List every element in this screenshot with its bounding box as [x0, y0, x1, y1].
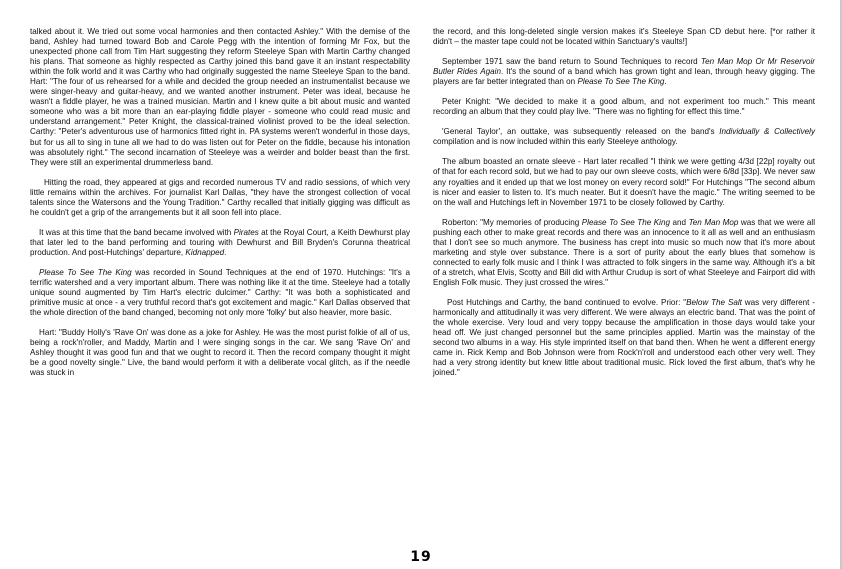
paragraph: [433, 218, 815, 288]
paragraph-text: the record, and this long-deleted single version makes it's Steeleye Span CD debut here. [*or rather it didn't – the master tape could not be located within Sanctuary's vaults!]: [433, 27, 815, 47]
title-italic: Ten Man Mop Or Mr Reservoir Butler Rides Again: [433, 57, 815, 77]
paragraph: [30, 178, 410, 218]
paragraph: [30, 328, 410, 378]
paragraph: [433, 27, 815, 47]
title-italic: Pirates: [233, 227, 259, 237]
paragraph-text: .: [664, 77, 667, 87]
paragraph-text: compilation and is now included within this early Steeleye anthology.: [433, 137, 678, 147]
paragraph-text: Post Hutchings and Carthy, the band continued to evolve. Prior: ": [447, 297, 687, 307]
title-italic: Please To See The King: [39, 267, 132, 277]
paragraph-text: Peter Knight: "We decided to make it a good album, and not experiment too much." This meant recording an album that they could play live. "There was no fighting for effect this time.": [433, 97, 815, 117]
paragraph-text: talked about it. We tried out some vocal harmonies and then contacted Ashley." With the demise of the band, Ashley had turned toward Bob and Carole Pegg with the intention of forming Mr Fox, but the unexpected phone call from Tim Hart suggesting they reform Steeleye Span with Martin Carthy changed his plans. That someone as highly respected as Carthy joined this band gave it an instant respectability within the folk world and it was Carthy who had originally suggested the name Steeleye Span to the band. Hart: "The four of us rehearsed for a while and decided the group needed an instrumentalist because we were singer-heavy and guitar-heavy, and we wanted another instrument. Peter was ideal, because he wasn't a fiddle player, he was a trained musician. Martin and I knew quite a bit about music and wanted someone who was a bit more than an ear-playing fiddle player - someone who could read music and understand arrangement." Peter Knight, the classical-trained violinist proved to be the ideal selection. Carthy: "Peter's adventurous use of harmonics fitted right in. PA systems weren't wonderful in those days, but for us all to sing in tune all we had to do was listen out for Peter on the fiddle, because his intonation was absolutely right." The second incarnation of Steeleye was a weirder and bolder beast than the first. They were still an experimental drummerless band.: [30, 27, 410, 167]
paragraph-text: Hart: "Buddy Holly's 'Rave On' was done as a joke for Ashley. He was the most purist folkie of all of us, being a rock'n'roller, and Maddy, Martin and I were singing songs in the car. We sang 'Rave On' and Ashley thought it was good fun and that we ought to record it. Then the record company thought it might be a good novelty single." Live, the band would perform it with a deliberate vocal glitch, as if the needle was stuck in: [30, 328, 410, 378]
paragraph-text: and: [669, 217, 689, 227]
title-italic: Kidnapped: [185, 247, 225, 257]
paragraph: [433, 57, 815, 87]
paragraph-text: September 1971 saw the band return to Sound Techniques to record: [442, 57, 701, 67]
paragraph: [433, 157, 815, 207]
paragraph-text: It was at this time that the band became involved with: [39, 227, 234, 237]
paragraph: [30, 268, 410, 318]
paragraph-text: The album boasted an ornate sleeve - Hart later recalled "I think we were getting 4/3d [22p] royalty out of that for each record sold, but we had to pay our own sleeve costs, which were 6/8d [33p]. We never saw any royalties and it ended up that we lost money on every record sold!" For Hutchings "The second album is nicer and easier to listen to. It's much neater. But it doesn't have the magic." The writing seemed to be on the wall and Hutchings left in November 1971 to be closely followed by Carthy.: [433, 157, 815, 207]
right-column: [433, 27, 815, 388]
title-italic: Please To See The King: [577, 77, 665, 87]
title-italic: Below The Salt: [686, 297, 742, 307]
paragraph-text: was that we were all pushing each other to make great records and there was an innocence to it all as well and an enthusiasm that I don't see so much anymore. The business has crept into music so much now that it's more about marketing and style over substance. There is a sort of purity about the early blues that somehow is connected to early folk music and I think I was attracted to folk singers in the same way. Although it's a bit of a stretch, what Elvis, Scotty and Bill did with Arthur Crudup is sort of what Steeleye and Fairport did with English Folk music. They just crossed the wires.": [433, 217, 815, 287]
title-italic: Ten Man Mop: [688, 217, 739, 227]
page-number: 19: [410, 549, 432, 565]
paragraph-text: 'General Taylor', an outtake, was subsequently released on the band's: [442, 127, 720, 137]
title-italic: Individually & Collectively: [719, 127, 815, 137]
paragraph: [30, 27, 410, 168]
paragraph: [433, 127, 815, 147]
paragraph-text: Roberton: "My memories of producing: [442, 217, 582, 227]
title-italic: Please To See The King: [581, 217, 670, 227]
paragraph-text: . It's the sound of a band which has grown tight and lean, through heavy gigging. The players are far better integrated than on: [433, 67, 815, 87]
paragraph-text: .: [224, 247, 227, 257]
paragraph: [433, 298, 815, 378]
paragraph-text: Hitting the road, they appeared at gigs and recorded numerous TV and radio sessions, of which very little remains within the archives. For journalist Karl Dallas, "they have the strongest collection of vocal talents since the Watersons and the Young Tradition." Carthy recalled that initially gigging was difficult as he couldn't get a grip of the arrangements but it all soon fell into place.: [30, 177, 410, 217]
paragraph: [30, 228, 410, 258]
paragraph-text: was recorded in Sound Techniques at the end of 1970. Hutchings: "It's a terrific watershed and a very important album. There was nothing like it at the time. Steeleye had a totally unique sound augmented by Tim Hart's electric dulcimer." Carthy: "It was both a sophisticated and primitive music at once - a very truthful record that's got excitement and magic." Karl Dallas observed that the whole direction of the band changed, becoming not only more 'folky' but also heavier, more basic.: [30, 267, 410, 318]
paragraph-text: was very different - harmonically and attitudinally it was very different. We were always an electric band. That was the point of the whole exercise. Very loud and very toppy because the amplification in those days would take your head off. We just changed personnel but the same principles applied. Martin was the mainstay of the second two albums in a way. His style imprinted itself on that band then. When he went a different energy came in. Rick Kemp and Bob Johnson were from Rock'n'roll and understood each other very well. They had a very strong identity but knew little about traditional music. Rick loved the first album, that's why he joined.": [433, 297, 815, 378]
paragraph-text: at the Royal Court, a Keith Dewhurst play that later led to the band performing and touring with Dewhurst and Bill Bryden's Corunna theatrical production. And post-Hutchings' departure,: [30, 227, 410, 257]
paragraph: [433, 97, 815, 117]
left-column: [30, 27, 410, 388]
